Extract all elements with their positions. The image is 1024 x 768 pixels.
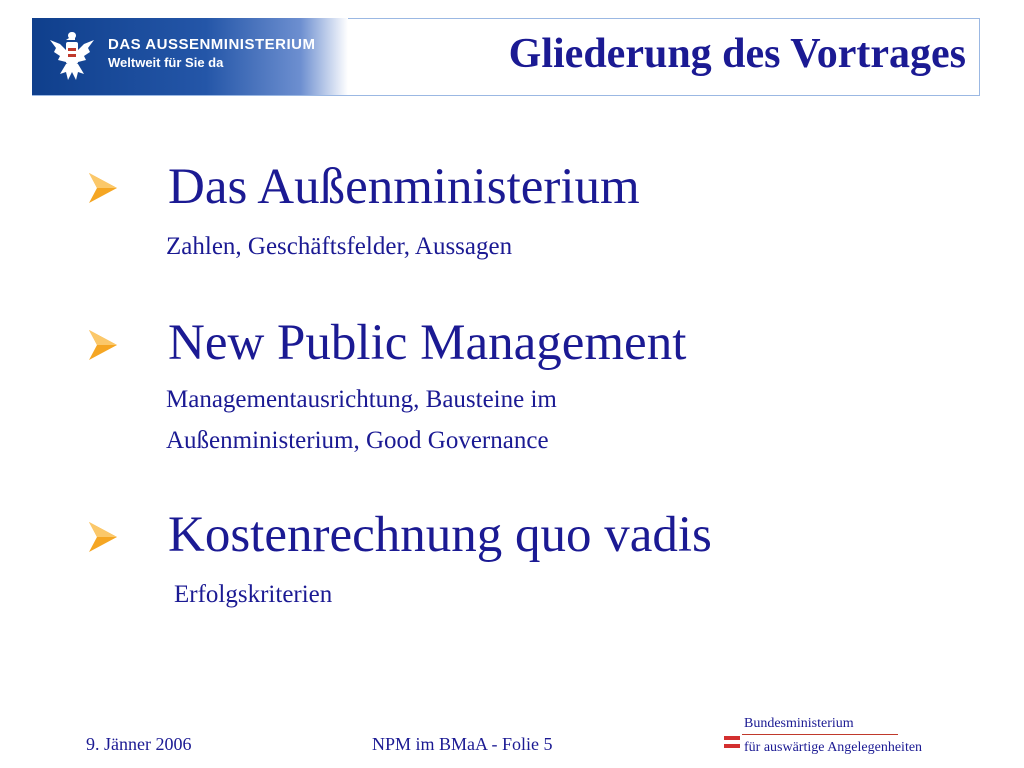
logo-tagline: Weltweit für Sie da [108,55,224,70]
arrow-bullet-icon [86,170,120,206]
eagle-emblem-icon [46,26,98,86]
footer-ministry-line1: Bundesministerium [744,716,854,731]
slide-title: Gliederung des Vortrages [508,31,966,77]
section-sub-npm-line1: Managementausrichtung, Bausteine im [166,386,557,413]
section-heading-costing: Kostenrechnung quo vadis [168,507,712,563]
austrian-flag-icon [724,736,740,748]
footer-ministry-rule [742,734,898,735]
section-heading-npm: New Public Management [168,315,687,371]
section-sub-costing: Erfolgskriterien [174,581,333,608]
section-heading-ministry: Das Außenministerium [168,159,640,215]
logo-title: DAS AUSSENMINISTERIUM [108,36,316,53]
arrow-bullet-icon [86,327,120,363]
section-sub-npm-line2: Außenministerium, Good Governance [166,427,549,454]
footer-ministry-line2: für auswärtige Angelegenheiten [744,740,923,755]
footer-slide-number: NPM im BMaA - Folie 5 [372,734,553,754]
footer-date: 9. Jänner 2006 [86,734,192,754]
arrow-bullet-icon [86,519,120,555]
section-sub-ministry: Zahlen, Geschäftsfelder, Aussagen [166,233,513,260]
